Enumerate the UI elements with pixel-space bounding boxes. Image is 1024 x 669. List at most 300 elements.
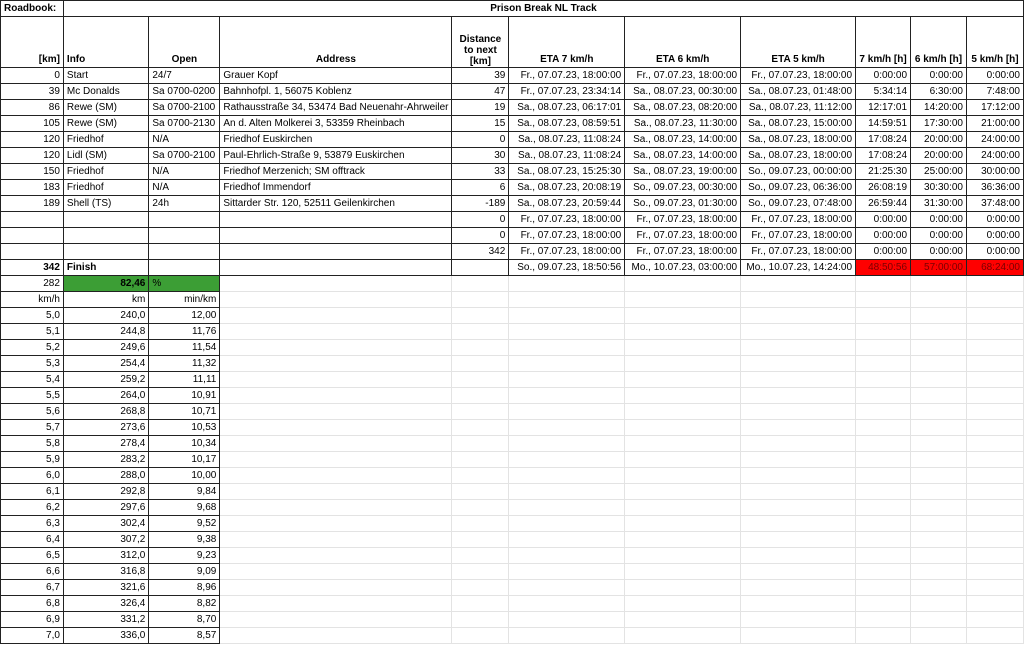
empty-cell[interactable] xyxy=(741,548,856,564)
empty-cell[interactable] xyxy=(741,276,856,292)
pace-speed[interactable]: 6,6 xyxy=(1,564,64,580)
cell-eta5[interactable]: Fr., 07.07.23, 18:00:00 xyxy=(741,68,856,84)
cell-h5[interactable]: 30:00:00 xyxy=(966,164,1023,180)
empty-cell[interactable] xyxy=(452,484,509,500)
empty-cell[interactable] xyxy=(911,548,967,564)
empty-cell[interactable] xyxy=(911,532,967,548)
cell-distance[interactable]: 342 xyxy=(452,244,509,260)
pace-speed[interactable]: 5,5 xyxy=(1,388,64,404)
cell-h7[interactable]: 17:08:24 xyxy=(856,132,911,148)
empty-cell[interactable] xyxy=(509,292,625,308)
cell-open[interactable]: Sa 0700-2130 xyxy=(149,116,220,132)
pace-minkm[interactable]: 9,68 xyxy=(149,500,220,516)
empty-cell[interactable] xyxy=(856,580,911,596)
pace-minkm[interactable]: 11,76 xyxy=(149,324,220,340)
cell-open[interactable]: 24/7 xyxy=(149,68,220,84)
cell-h5[interactable]: 0:00:00 xyxy=(966,68,1023,84)
pace-minkm[interactable]: 8,96 xyxy=(149,580,220,596)
empty-cell[interactable] xyxy=(856,356,911,372)
empty-cell[interactable] xyxy=(741,340,856,356)
empty-cell[interactable] xyxy=(625,612,741,628)
empty-cell[interactable] xyxy=(452,532,509,548)
empty-cell[interactable] xyxy=(911,404,967,420)
cell-km[interactable] xyxy=(1,212,64,228)
cell-open[interactable]: Sa 0700-2100 xyxy=(149,100,220,116)
empty-cell[interactable] xyxy=(220,356,452,372)
finish-km[interactable]: 342 xyxy=(1,260,64,276)
summary-percent-sign[interactable]: % xyxy=(149,276,220,292)
pace-km[interactable]: 331,2 xyxy=(63,612,148,628)
finish-h7[interactable]: 48:50:56 xyxy=(856,260,911,276)
empty-cell[interactable] xyxy=(966,372,1023,388)
pace-minkm[interactable]: 9,23 xyxy=(149,548,220,564)
pace-header-km[interactable]: km xyxy=(63,292,148,308)
empty-cell[interactable] xyxy=(741,628,856,644)
empty-cell[interactable] xyxy=(966,628,1023,644)
pace-minkm[interactable]: 10,17 xyxy=(149,452,220,468)
empty-cell[interactable] xyxy=(856,436,911,452)
cell-h6[interactable]: 25:00:00 xyxy=(911,164,967,180)
empty-cell[interactable] xyxy=(509,548,625,564)
empty-cell[interactable] xyxy=(625,580,741,596)
empty-cell[interactable] xyxy=(452,500,509,516)
empty-cell[interactable] xyxy=(856,420,911,436)
empty-cell[interactable] xyxy=(966,308,1023,324)
empty-cell[interactable] xyxy=(741,596,856,612)
empty-cell[interactable] xyxy=(625,468,741,484)
finish-label[interactable]: Finish xyxy=(63,260,148,276)
empty-cell[interactable] xyxy=(625,516,741,532)
empty-cell[interactable] xyxy=(220,308,452,324)
cell-open[interactable] xyxy=(149,212,220,228)
empty-cell[interactable] xyxy=(911,596,967,612)
cell-eta6[interactable]: Sa., 08.07.23, 14:00:00 xyxy=(625,132,741,148)
cell-info[interactable]: Friedhof xyxy=(63,180,148,196)
roadbook-label[interactable]: Roadbook: xyxy=(1,1,64,17)
cell-eta5[interactable]: Fr., 07.07.23, 18:00:00 xyxy=(741,212,856,228)
empty-cell[interactable] xyxy=(509,484,625,500)
cell-eta5[interactable]: Sa., 08.07.23, 15:00:00 xyxy=(741,116,856,132)
cell-address[interactable]: Friedhof Euskirchen xyxy=(220,132,452,148)
empty-cell[interactable] xyxy=(220,404,452,420)
empty-cell[interactable] xyxy=(220,276,452,292)
empty-cell[interactable] xyxy=(856,612,911,628)
cell-km[interactable]: 86 xyxy=(1,100,64,116)
pace-km[interactable]: 273,6 xyxy=(63,420,148,436)
cell-open[interactable]: N/A xyxy=(149,180,220,196)
pace-speed[interactable]: 6,8 xyxy=(1,596,64,612)
cell-h7[interactable]: 0:00:00 xyxy=(856,228,911,244)
cell-h6[interactable]: 0:00:00 xyxy=(911,244,967,260)
pace-speed[interactable]: 5,9 xyxy=(1,452,64,468)
finish-address[interactable] xyxy=(220,260,452,276)
cell-distance[interactable]: 0 xyxy=(452,228,509,244)
pace-speed[interactable]: 5,1 xyxy=(1,324,64,340)
empty-cell[interactable] xyxy=(856,468,911,484)
empty-cell[interactable] xyxy=(911,580,967,596)
empty-cell[interactable] xyxy=(911,500,967,516)
cell-eta6[interactable]: Sa., 08.07.23, 00:30:00 xyxy=(625,84,741,100)
empty-cell[interactable] xyxy=(741,404,856,420)
empty-cell[interactable] xyxy=(220,500,452,516)
cell-h6[interactable]: 6:30:00 xyxy=(911,84,967,100)
cell-eta5[interactable]: Sa., 08.07.23, 01:48:00 xyxy=(741,84,856,100)
empty-cell[interactable] xyxy=(220,596,452,612)
empty-cell[interactable] xyxy=(911,484,967,500)
pace-minkm[interactable]: 11,32 xyxy=(149,356,220,372)
empty-cell[interactable] xyxy=(966,340,1023,356)
empty-cell[interactable] xyxy=(625,484,741,500)
cell-h6[interactable]: 17:30:00 xyxy=(911,116,967,132)
cell-address[interactable]: Sittarder Str. 120, 52511 Geilenkirchen xyxy=(220,196,452,212)
empty-cell[interactable] xyxy=(911,308,967,324)
pace-km[interactable]: 240,0 xyxy=(63,308,148,324)
empty-cell[interactable] xyxy=(452,436,509,452)
empty-cell[interactable] xyxy=(452,628,509,644)
cell-info[interactable]: Friedhof xyxy=(63,132,148,148)
pace-minkm[interactable]: 11,54 xyxy=(149,340,220,356)
empty-cell[interactable] xyxy=(741,612,856,628)
empty-cell[interactable] xyxy=(741,436,856,452)
empty-cell[interactable] xyxy=(452,612,509,628)
pace-minkm[interactable]: 8,82 xyxy=(149,596,220,612)
empty-cell[interactable] xyxy=(911,468,967,484)
cell-eta5[interactable]: So., 09.07.23, 06:36:00 xyxy=(741,180,856,196)
empty-cell[interactable] xyxy=(911,292,967,308)
cell-eta5[interactable]: Sa., 08.07.23, 11:12:00 xyxy=(741,100,856,116)
empty-cell[interactable] xyxy=(741,580,856,596)
header-eta7[interactable]: ETA 7 km/h xyxy=(509,17,625,68)
cell-open[interactable]: Sa 0700-2100 xyxy=(149,148,220,164)
empty-cell[interactable] xyxy=(509,404,625,420)
empty-cell[interactable] xyxy=(856,372,911,388)
empty-cell[interactable] xyxy=(625,500,741,516)
cell-open[interactable] xyxy=(149,228,220,244)
cell-km[interactable]: 120 xyxy=(1,148,64,164)
empty-cell[interactable] xyxy=(856,308,911,324)
cell-open[interactable]: N/A xyxy=(149,132,220,148)
pace-header-minkm[interactable]: min/km xyxy=(149,292,220,308)
empty-cell[interactable] xyxy=(966,452,1023,468)
pace-km[interactable]: 316,8 xyxy=(63,564,148,580)
cell-address[interactable] xyxy=(220,244,452,260)
empty-cell[interactable] xyxy=(625,404,741,420)
empty-cell[interactable] xyxy=(452,292,509,308)
empty-cell[interactable] xyxy=(966,596,1023,612)
empty-cell[interactable] xyxy=(966,564,1023,580)
header-info[interactable]: Info xyxy=(63,17,148,68)
empty-cell[interactable] xyxy=(741,388,856,404)
cell-eta7[interactable]: Sa., 08.07.23, 06:17:01 xyxy=(509,100,625,116)
cell-h6[interactable]: 20:00:00 xyxy=(911,148,967,164)
header-km[interactable]: [km] xyxy=(1,17,64,68)
cell-km[interactable]: 39 xyxy=(1,84,64,100)
empty-cell[interactable] xyxy=(509,564,625,580)
empty-cell[interactable] xyxy=(911,420,967,436)
cell-distance[interactable]: 39 xyxy=(452,68,509,84)
empty-cell[interactable] xyxy=(509,324,625,340)
pace-km[interactable]: 312,0 xyxy=(63,548,148,564)
empty-cell[interactable] xyxy=(509,532,625,548)
empty-cell[interactable] xyxy=(856,276,911,292)
cell-km[interactable]: 183 xyxy=(1,180,64,196)
empty-cell[interactable] xyxy=(966,612,1023,628)
pace-speed[interactable]: 6,3 xyxy=(1,516,64,532)
pace-km[interactable]: 326,4 xyxy=(63,596,148,612)
header-eta6[interactable]: ETA 6 km/h xyxy=(625,17,741,68)
cell-h7[interactable]: 21:25:30 xyxy=(856,164,911,180)
pace-km[interactable]: 321,6 xyxy=(63,580,148,596)
empty-cell[interactable] xyxy=(856,532,911,548)
empty-cell[interactable] xyxy=(856,548,911,564)
pace-speed[interactable]: 6,1 xyxy=(1,484,64,500)
empty-cell[interactable] xyxy=(452,276,509,292)
empty-cell[interactable] xyxy=(220,388,452,404)
empty-cell[interactable] xyxy=(452,404,509,420)
empty-cell[interactable] xyxy=(509,612,625,628)
empty-cell[interactable] xyxy=(741,292,856,308)
empty-cell[interactable] xyxy=(452,596,509,612)
empty-cell[interactable] xyxy=(220,340,452,356)
pace-minkm[interactable]: 10,91 xyxy=(149,388,220,404)
empty-cell[interactable] xyxy=(856,404,911,420)
pace-km[interactable]: 292,8 xyxy=(63,484,148,500)
cell-distance[interactable]: 33 xyxy=(452,164,509,180)
pace-speed[interactable]: 6,2 xyxy=(1,500,64,516)
empty-cell[interactable] xyxy=(220,292,452,308)
empty-cell[interactable] xyxy=(625,532,741,548)
pace-speed[interactable]: 6,7 xyxy=(1,580,64,596)
empty-cell[interactable] xyxy=(509,356,625,372)
cell-h7[interactable]: 0:00:00 xyxy=(856,68,911,84)
cell-info[interactable]: Rewe (SM) xyxy=(63,100,148,116)
empty-cell[interactable] xyxy=(625,452,741,468)
cell-address[interactable] xyxy=(220,228,452,244)
cell-h6[interactable]: 31:30:00 xyxy=(911,196,967,212)
empty-cell[interactable] xyxy=(220,372,452,388)
cell-h5[interactable]: 37:48:00 xyxy=(966,196,1023,212)
empty-cell[interactable] xyxy=(856,388,911,404)
empty-cell[interactable] xyxy=(625,276,741,292)
empty-cell[interactable] xyxy=(966,580,1023,596)
empty-cell[interactable] xyxy=(966,500,1023,516)
cell-distance[interactable]: 0 xyxy=(452,212,509,228)
cell-h6[interactable]: 20:00:00 xyxy=(911,132,967,148)
empty-cell[interactable] xyxy=(911,564,967,580)
cell-eta7[interactable]: Sa., 08.07.23, 20:08:19 xyxy=(509,180,625,196)
cell-info[interactable]: Mc Donalds xyxy=(63,84,148,100)
cell-eta5[interactable]: Sa., 08.07.23, 18:00:00 xyxy=(741,148,856,164)
empty-cell[interactable] xyxy=(509,500,625,516)
empty-cell[interactable] xyxy=(741,420,856,436)
cell-distance[interactable]: 19 xyxy=(452,100,509,116)
cell-eta7[interactable]: Sa., 08.07.23, 20:59:44 xyxy=(509,196,625,212)
empty-cell[interactable] xyxy=(625,388,741,404)
empty-cell[interactable] xyxy=(509,580,625,596)
empty-cell[interactable] xyxy=(966,404,1023,420)
cell-h7[interactable]: 0:00:00 xyxy=(856,244,911,260)
empty-cell[interactable] xyxy=(509,340,625,356)
header-address[interactable]: Address xyxy=(220,17,452,68)
empty-cell[interactable] xyxy=(966,388,1023,404)
empty-cell[interactable] xyxy=(741,516,856,532)
empty-cell[interactable] xyxy=(911,436,967,452)
empty-cell[interactable] xyxy=(509,628,625,644)
empty-cell[interactable] xyxy=(966,468,1023,484)
cell-eta5[interactable]: Sa., 08.07.23, 18:00:00 xyxy=(741,132,856,148)
empty-cell[interactable] xyxy=(452,548,509,564)
pace-speed[interactable]: 5,4 xyxy=(1,372,64,388)
cell-km[interactable]: 105 xyxy=(1,116,64,132)
empty-cell[interactable] xyxy=(509,468,625,484)
cell-address[interactable]: Bahnhofpl. 1, 56075 Koblenz xyxy=(220,84,452,100)
cell-h5[interactable]: 21:00:00 xyxy=(966,116,1023,132)
cell-open[interactable] xyxy=(149,244,220,260)
cell-h7[interactable]: 14:59:51 xyxy=(856,116,911,132)
empty-cell[interactable] xyxy=(220,436,452,452)
empty-cell[interactable] xyxy=(856,292,911,308)
empty-cell[interactable] xyxy=(220,564,452,580)
empty-cell[interactable] xyxy=(741,500,856,516)
empty-cell[interactable] xyxy=(911,372,967,388)
empty-cell[interactable] xyxy=(911,516,967,532)
pace-km[interactable]: 244,8 xyxy=(63,324,148,340)
cell-eta7[interactable]: Fr., 07.07.23, 23:34:14 xyxy=(509,84,625,100)
cell-h7[interactable]: 26:59:44 xyxy=(856,196,911,212)
empty-cell[interactable] xyxy=(452,580,509,596)
empty-cell[interactable] xyxy=(741,324,856,340)
empty-cell[interactable] xyxy=(625,324,741,340)
empty-cell[interactable] xyxy=(741,468,856,484)
pace-minkm[interactable]: 9,38 xyxy=(149,532,220,548)
empty-cell[interactable] xyxy=(220,548,452,564)
pace-minkm[interactable]: 10,71 xyxy=(149,404,220,420)
summary-km[interactable]: 282 xyxy=(1,276,64,292)
cell-info[interactable]: Shell (TS) xyxy=(63,196,148,212)
empty-cell[interactable] xyxy=(452,516,509,532)
empty-cell[interactable] xyxy=(220,324,452,340)
pace-minkm[interactable]: 10,00 xyxy=(149,468,220,484)
cell-h5[interactable]: 0:00:00 xyxy=(966,228,1023,244)
empty-cell[interactable] xyxy=(966,420,1023,436)
cell-info[interactable] xyxy=(63,228,148,244)
empty-cell[interactable] xyxy=(509,596,625,612)
finish-h5[interactable]: 68:24:00 xyxy=(966,260,1023,276)
pace-km[interactable]: 302,4 xyxy=(63,516,148,532)
cell-h5[interactable]: 36:36:00 xyxy=(966,180,1023,196)
pace-minkm[interactable]: 8,70 xyxy=(149,612,220,628)
pace-speed[interactable]: 7,0 xyxy=(1,628,64,644)
pace-speed[interactable]: 5,3 xyxy=(1,356,64,372)
cell-eta7[interactable]: Sa., 08.07.23, 11:08:24 xyxy=(509,148,625,164)
pace-speed[interactable]: 6,9 xyxy=(1,612,64,628)
empty-cell[interactable] xyxy=(625,548,741,564)
empty-cell[interactable] xyxy=(856,324,911,340)
pace-km[interactable]: 288,0 xyxy=(63,468,148,484)
cell-address[interactable]: Rathausstraße 34, 53474 Bad Neuenahr-Ahrweiler xyxy=(220,100,452,116)
cell-address[interactable]: Friedhof Merzenich; SM offtrack xyxy=(220,164,452,180)
cell-km[interactable] xyxy=(1,228,64,244)
cell-h6[interactable]: 30:30:00 xyxy=(911,180,967,196)
pace-minkm[interactable]: 10,34 xyxy=(149,436,220,452)
track-title[interactable]: Prison Break NL Track xyxy=(63,1,1023,17)
empty-cell[interactable] xyxy=(741,532,856,548)
cell-eta5[interactable]: So., 09.07.23, 00:00:00 xyxy=(741,164,856,180)
cell-eta6[interactable]: Fr., 07.07.23, 18:00:00 xyxy=(625,228,741,244)
cell-h5[interactable]: 7:48:00 xyxy=(966,84,1023,100)
cell-h7[interactable]: 17:08:24 xyxy=(856,148,911,164)
pace-km[interactable]: 336,0 xyxy=(63,628,148,644)
pace-speed[interactable]: 6,0 xyxy=(1,468,64,484)
empty-cell[interactable] xyxy=(220,420,452,436)
empty-cell[interactable] xyxy=(509,436,625,452)
pace-minkm[interactable]: 8,57 xyxy=(149,628,220,644)
pace-speed[interactable]: 6,5 xyxy=(1,548,64,564)
header-distance-next[interactable]: Distance to next [km] xyxy=(452,17,509,68)
cell-info[interactable] xyxy=(63,212,148,228)
empty-cell[interactable] xyxy=(452,564,509,580)
cell-eta6[interactable]: Fr., 07.07.23, 18:00:00 xyxy=(625,244,741,260)
cell-eta7[interactable]: Fr., 07.07.23, 18:00:00 xyxy=(509,228,625,244)
empty-cell[interactable] xyxy=(220,484,452,500)
cell-km[interactable]: 150 xyxy=(1,164,64,180)
header-eta5[interactable]: ETA 5 km/h xyxy=(741,17,856,68)
empty-cell[interactable] xyxy=(509,420,625,436)
cell-km[interactable]: 189 xyxy=(1,196,64,212)
finish-eta5[interactable]: Mo., 10.07.23, 14:24:00 xyxy=(741,260,856,276)
pace-minkm[interactable]: 10,53 xyxy=(149,420,220,436)
cell-h6[interactable]: 0:00:00 xyxy=(911,68,967,84)
cell-info[interactable]: Lidl (SM) xyxy=(63,148,148,164)
cell-distance[interactable]: 15 xyxy=(452,116,509,132)
cell-km[interactable]: 120 xyxy=(1,132,64,148)
header-h6[interactable]: 6 km/h [h] xyxy=(911,17,967,68)
empty-cell[interactable] xyxy=(966,356,1023,372)
cell-h7[interactable]: 0:00:00 xyxy=(856,212,911,228)
pace-speed[interactable]: 6,4 xyxy=(1,532,64,548)
cell-address[interactable]: Paul-Ehrlich-Straße 9, 53879 Euskirchen xyxy=(220,148,452,164)
pace-minkm[interactable]: 9,84 xyxy=(149,484,220,500)
empty-cell[interactable] xyxy=(966,532,1023,548)
empty-cell[interactable] xyxy=(452,372,509,388)
empty-cell[interactable] xyxy=(966,292,1023,308)
pace-speed[interactable]: 5,8 xyxy=(1,436,64,452)
pace-minkm[interactable]: 12,00 xyxy=(149,308,220,324)
pace-km[interactable]: 307,2 xyxy=(63,532,148,548)
cell-eta7[interactable]: Fr., 07.07.23, 18:00:00 xyxy=(509,68,625,84)
summary-percent[interactable]: 82,46 xyxy=(63,276,148,292)
empty-cell[interactable] xyxy=(741,372,856,388)
empty-cell[interactable] xyxy=(220,468,452,484)
empty-cell[interactable] xyxy=(220,452,452,468)
pace-km[interactable]: 264,0 xyxy=(63,388,148,404)
cell-eta6[interactable]: Fr., 07.07.23, 18:00:00 xyxy=(625,68,741,84)
empty-cell[interactable] xyxy=(220,532,452,548)
empty-cell[interactable] xyxy=(220,516,452,532)
finish-open[interactable] xyxy=(149,260,220,276)
cell-address[interactable]: An d. Alten Molkerei 3, 53359 Rheinbach xyxy=(220,116,452,132)
cell-eta7[interactable]: Fr., 07.07.23, 18:00:00 xyxy=(509,212,625,228)
empty-cell[interactable] xyxy=(452,356,509,372)
cell-info[interactable]: Start xyxy=(63,68,148,84)
cell-open[interactable]: 24h xyxy=(149,196,220,212)
pace-km[interactable]: 259,2 xyxy=(63,372,148,388)
pace-km[interactable]: 278,4 xyxy=(63,436,148,452)
cell-eta5[interactable]: Fr., 07.07.23, 18:00:00 xyxy=(741,228,856,244)
empty-cell[interactable] xyxy=(625,372,741,388)
empty-cell[interactable] xyxy=(509,388,625,404)
empty-cell[interactable] xyxy=(911,612,967,628)
